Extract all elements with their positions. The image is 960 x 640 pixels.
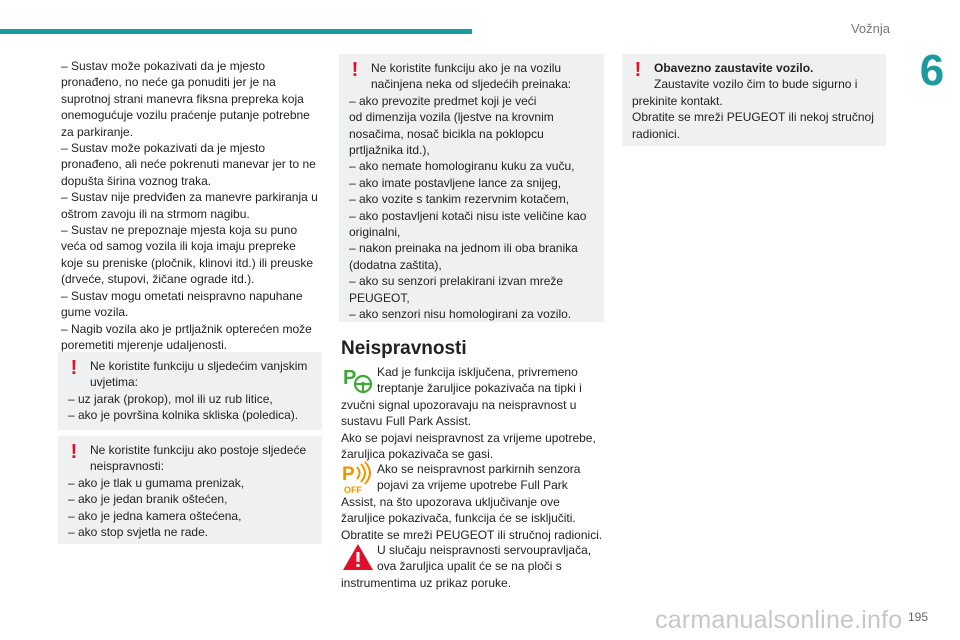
warning-item: od dimenzija vozila (ljestve na krovnim	[349, 110, 554, 125]
warning-item: – ako nemate homologiranu kuku za vuču,	[349, 159, 575, 174]
fault-line: instrumentima uz prikaz poruke.	[341, 575, 512, 590]
warning-box-faults	[58, 436, 322, 544]
page-number: 195	[908, 610, 929, 624]
fault-line: žaruljice pokazivača, funkcija će se isključiti.	[341, 511, 576, 526]
warning-item: – nakon preinaka na jednom ili oba branika	[349, 241, 578, 256]
exclamation-icon: !	[634, 59, 642, 81]
warning-item: PEUGEOT,	[349, 290, 410, 305]
svg-text:P: P	[342, 464, 355, 485]
col1-line: koje su preniske (pločnik, klinovi itd.) ili preuske	[61, 255, 314, 270]
col1-line: oštrom zavoju ili na strmom nagibu.	[61, 206, 250, 221]
fault-line: Assist, na što upozorava uključivanje ove	[341, 494, 560, 509]
fault-line: žaruljica pokazivača se gasi.	[341, 447, 494, 462]
warning-title: Obavezno zaustavite vozilo.	[654, 61, 814, 75]
fault-line: Obratite se mreži PEUGEOT ili stručnoj radionici.	[341, 527, 603, 542]
fault-line: zvučni signal upozoravaju na neispravnost u	[341, 397, 577, 412]
col1-line: dopušta širina voznog traka.	[61, 173, 212, 188]
fault-line: Ako se neispravnost parkirnih senzora	[377, 462, 581, 476]
svg-text:P: P	[343, 367, 357, 389]
warning-item: nosačima, nosač bicikla na poklopcu	[349, 126, 544, 141]
col1-line: suprotnoj strani manevra fiksna prepreka koja	[61, 91, 304, 106]
col1-line: pronađeno, ali neće pokrenuti manevar jer to ne	[61, 157, 316, 172]
fault-block-2	[341, 461, 609, 543]
col1-line: – Sustav mogu ometati neispravno napuhane	[61, 288, 303, 303]
warning-item: – ako je jedna kamera oštećena,	[68, 508, 242, 523]
warning-head: načinjena neka od sljedećih preinaka:	[371, 77, 572, 92]
header-accent-bar	[0, 29, 472, 34]
fault-line: Kad je funkcija isključena, privremeno	[377, 365, 578, 379]
warning-item: – ako je tlak u gumama prenizak,	[68, 475, 245, 490]
warning-item: – ako senzori nisu homologirani za vozilo.	[349, 307, 572, 322]
fault-line: pojavi za vrijeme upotrebe Full Park	[377, 478, 568, 493]
warning-item: – ako je površina kolnika skliska (poledica).	[68, 408, 299, 423]
warning-item: – ako je jedan branik oštećen,	[68, 492, 228, 507]
fault-line: Ako se pojavi neispravnost za vrijeme upotrebe,	[341, 430, 596, 445]
warning-item: prtljažnika itd.),	[349, 143, 430, 158]
off-label: OFF	[344, 485, 362, 495]
exclamation-icon: !	[70, 441, 78, 463]
col1-line: gume vozila.	[61, 305, 129, 320]
section-heading: Neispravnosti	[341, 338, 467, 359]
warning-item: – ako postavljeni kotači nisu iste veličine kao	[349, 208, 587, 223]
warning-head: neispravnosti:	[90, 459, 165, 474]
warning-item: – ako stop svjetla ne rade.	[68, 525, 209, 540]
exclamation-icon: !	[351, 59, 359, 81]
col1-line: – Sustav može pokazivati da je mjesto	[61, 141, 266, 156]
fault-line: sustavu Full Park Assist.	[341, 414, 472, 429]
col1-line: – Nagib vozila ako je prtljažnik opterećen može	[61, 321, 312, 336]
col1-line: (drveće, stupovi, žičane ograde itd.).	[61, 272, 255, 287]
warning-head: Ne koristite funkciju u sljedećim vanjskim	[90, 359, 308, 373]
col1-line: – Sustav može pokazivati da je mjesto	[61, 59, 266, 73]
warning-line: Zaustavite vozilo čim to bude sigurno i	[654, 77, 858, 92]
section-title: Vožnja	[850, 21, 890, 36]
watermark: carmanualsonline.info	[655, 606, 903, 634]
warning-box-stop-vehicle	[622, 54, 886, 146]
col1-text	[61, 58, 326, 353]
col1-line: – Sustav ne prepoznaje mjesta koja su puno	[61, 223, 298, 238]
warning-box-modifications	[339, 54, 604, 322]
col1-line: pronađeno, no neće ga ponuditi jer je na	[61, 75, 276, 90]
col1-line: za parkiranje.	[61, 124, 134, 139]
col1-line: – Sustav nije predviđen za manevre parkiranja u	[61, 190, 318, 205]
warning-box-external-conditions	[58, 352, 322, 430]
fault-block-3	[341, 542, 606, 591]
warning-item: originalni,	[349, 225, 401, 240]
warning-item: – ako prevozite predmet koji je veći	[349, 93, 537, 108]
warning-item: – ako vozite s tankim rezervnim kotačem,	[349, 192, 570, 207]
col1-line: veća od samog vozila ili koja imaju prepreke	[61, 239, 296, 254]
chapter-number: 6	[919, 46, 945, 95]
warning-item: – uz jarak (prokop), mol ili uz rub litice,	[68, 391, 273, 406]
col1-line: poremetiti mjerenje udaljenosti.	[61, 337, 228, 352]
col1-line: onemogućuje vozilu praćenje putanje potrebne	[61, 108, 310, 123]
fault-line: ova žaruljica upalit će se na ploči s	[377, 559, 562, 574]
warning-head: uvjetima:	[90, 375, 139, 390]
fault-line: U slučaju neispravnosti servoupravljača,	[377, 543, 592, 557]
warning-item: – ako imate postavljene lance za snijeg,	[349, 175, 562, 190]
exclamation-icon: !	[70, 357, 78, 379]
warning-line: radionici.	[632, 126, 681, 141]
warning-item: (dodatna zaštita),	[349, 257, 442, 272]
fault-line: treptanje žaruljice pokazivača na tipki i	[377, 381, 582, 396]
warning-head: Ne koristite funkciju ako je na vozilu	[371, 61, 562, 75]
warning-head: Ne koristite funkciju ako postoje sljedeće	[90, 443, 307, 457]
warning-line: prekinite kontakt.	[632, 93, 723, 108]
fault-block-1	[341, 364, 606, 462]
warning-item: – ako su senzori prelakirani izvan mreže	[349, 274, 564, 289]
warning-line: Obratite se mreži PEUGEOT ili nekoj stručnoj	[632, 110, 874, 125]
